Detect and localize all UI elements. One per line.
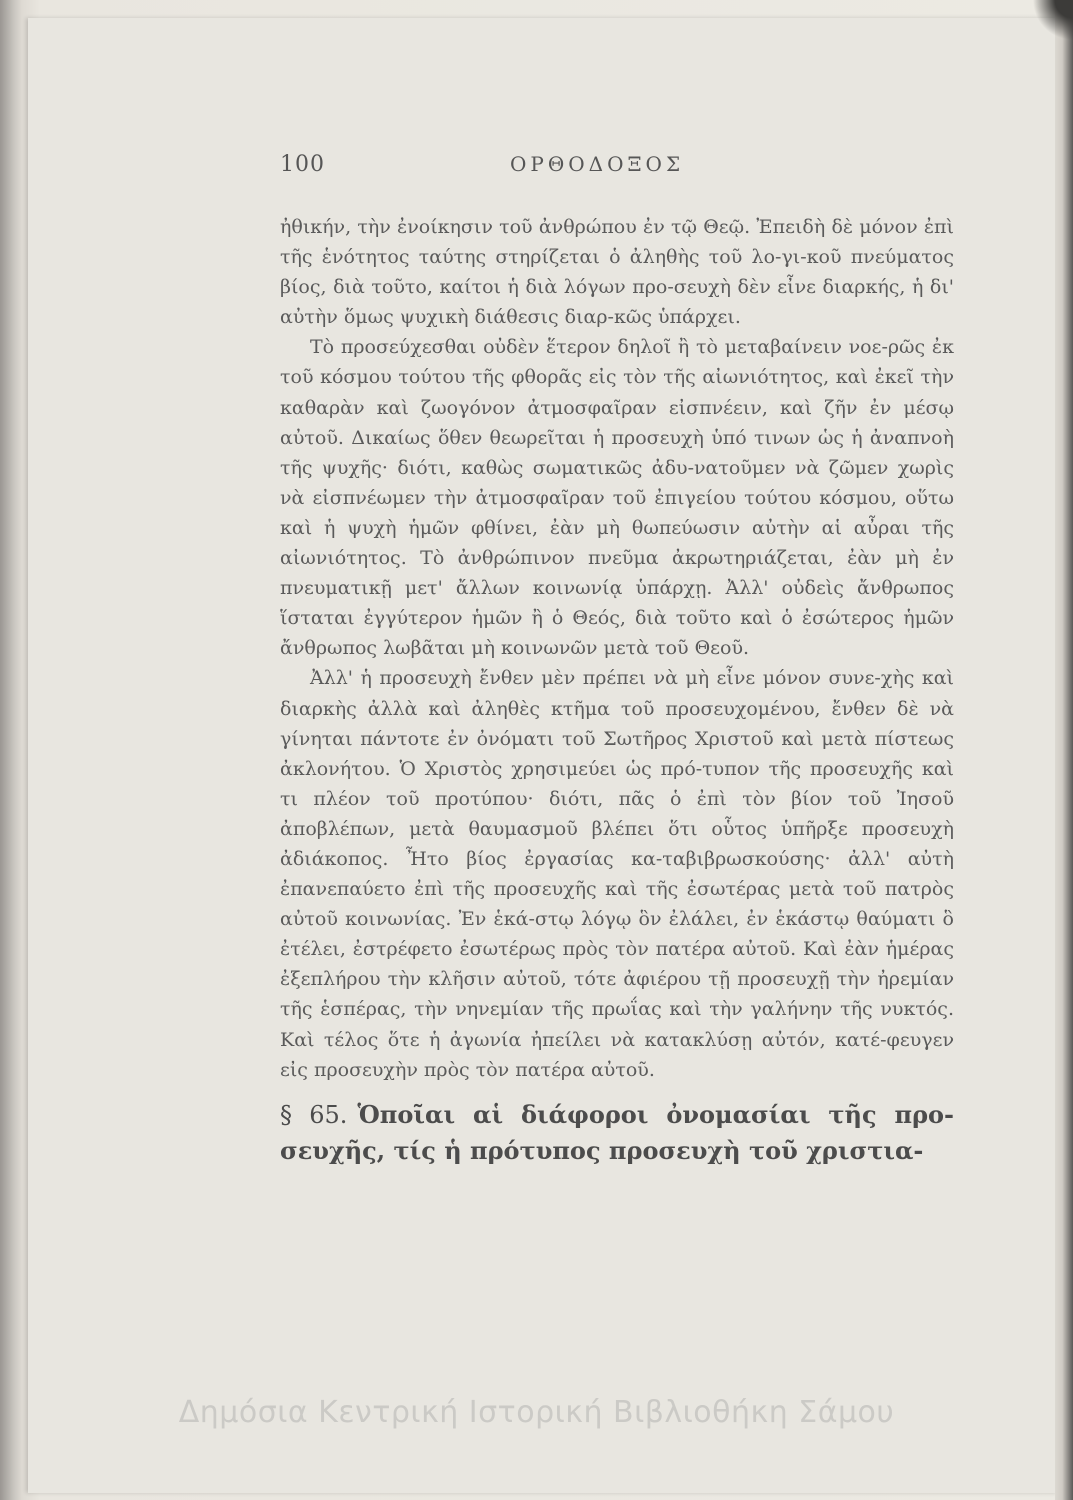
page-edge xyxy=(1055,0,1073,1500)
page-header xyxy=(280,152,820,186)
section-heading xyxy=(280,1097,954,1169)
section-title: Ὁποῖαι αἱ διάφοροι ὀνομασίαι τῆς προ-σευχῆς, τίς ἡ πρότυπος προσευχὴ τοῦ χριστια- xyxy=(280,1099,954,1165)
page-number: 100 xyxy=(280,152,325,177)
paragraph-2: Τὸ προσεύχεσθαι οὐδὲν ἕτερον δηλοῖ ἢ τὸ μεταβαίνειν νοε-ρῶς ἐκ τοῦ κόσμου τούτου τῆς φθορᾶς εἰς τὸν τῆς αἰωνιότητος, καὶ ἐκεῖ τὴν καθαρὰν καὶ ζωογόνον ἀτμοσφαῖραν εἰσπνέειν, καὶ ζῆν ἐν μέσῳ αὐτοῦ. Δικαίως ὅθεν θεωρεῖται ἡ προσευχὴ ὑπό τινων ὡς ἡ ἀναπνοὴ τῆς ψυχῆς· διότι, καθὼς σωματικῶς ἀδυ-νατοῦμεν νὰ ζῶμεν χωρὶς νὰ εἰσπνέωμεν τὴν ἀτμοσφαῖραν τοῦ ἐπιγείου τούτου κόσμου, οὕτω καὶ ἡ ψυχὴ ἡμῶν φθίνει, ἐὰν μὴ θωπεύωσιν αὐτὴν αἱ αὖραι τῆς αἰωνιότητος. Τὸ ἀνθρώπινον πνεῦμα ἀκρωτηριάζεται, ἐὰν μὴ ἐν πνευματικῇ μετ' ἄλλων κοινωνίᾳ ὑπάρχῃ. Ἀλλ' οὐδεὶς ἄνθρωπος ἵσταται ἐγγύτερον ἡμῶν ἢ ὁ Θεός, διὰ τοῦτο καὶ ὁ ἐσώτερος ἡμῶν ἄνθρωπος λωβᾶται μὴ κοινωνῶν μετὰ τοῦ Θεοῦ. xyxy=(280,336,954,660)
paragraph-3: Ἀλλ' ἡ προσευχὴ ἔνθεν μὲν πρέπει νὰ μὴ εἶνε μόνον συνε-χὴς καὶ διαρκὴς ἀλλὰ καὶ ἀληθὲς κτῆμα τοῦ προσευχομένου, ἔνθεν δὲ νὰ γίνηται πάντοτε ἐν ὀνόματι τοῦ Σωτῆρος Χριστοῦ καὶ μετὰ πίστεως ἀκλονήτου. Ὁ Χριστὸς χρησιμεύει ὡς πρό-τυπον τῆς προσευχῆς καὶ τι πλέον τοῦ προτύπου· διότι, πᾶς ὁ ἐπὶ τὸν βίον τοῦ Ἰησοῦ ἀποβλέπων, μετὰ θαυμασμοῦ βλέπει ὅτι οὗτος ὑπῆρξε προσευχὴ ἀδιάκοπος. Ἦτο βίος ἐργασίας κα-ταβιβρωσκούσης· ἀλλ' αὐτὴ ἐπανεπαύετο ἐπὶ τῆς προσευχῆς καὶ τῆς ἐσωτέρας μετὰ τοῦ πατρὸς αὐτοῦ κοινωνίας. Ἐν ἑκά-στῳ λόγῳ ὃν ἐλάλει, ἐν ἑκάστῳ θαύματι ὃ ἐτέλει, ἐστρέφετο ἐσωτέρως πρὸς τὸν πατέρα αὐτοῦ. Καὶ ἐὰν ἡμέρας ἐξεπλήρου τὴν κλῆσιν αὐτοῦ, τότε ἀφιέρου τῇ προσευχῇ τὴν ἠρεμίαν τῆς ἑσπέρας, τὴν νηνεμίαν τῆς πρωΐας καὶ τὴν γαλήνην τῆς νυκτός. Καὶ τέλος ὅτε ἡ ἀγωνία ἠπείλει νὰ κατακλύσῃ αὐτόν, κατέ-φευγεν εἰς προσευχὴν πρὸς τὸν πατέρα αὐτοῦ. xyxy=(280,667,954,1081)
library-watermark: Δημόσια Κεντρική Ιστορική Βιβλιοθήκη Σάμου xyxy=(178,1395,895,1430)
body-text xyxy=(280,212,954,1169)
corner-shadow xyxy=(1013,0,1073,60)
running-title: ΟΡΘΟΔΟΞΟΣ xyxy=(510,152,685,176)
paragraph-1: ἠθικήν, τὴν ἐνοίκησιν τοῦ ἀνθρώπου ἐν τῷ Θεῷ. Ἐπειδὴ δὲ μόνον ἐπὶ τῆς ἑνότητος ταύτης στηρίζεται ὁ ἀληθὴς τοῦ λο-γι-κοῦ πνεύματος βίος, διὰ τοῦτο, καίτοι ἡ διὰ λόγων προ-σευχὴ δὲν εἶνε διαρκής, ἡ δι' αὐτὴν ὅμως ψυχικὴ διάθεσις διαρ-κῶς ὑπάρχει. xyxy=(280,216,954,329)
section-number: § 65. xyxy=(280,1100,348,1129)
